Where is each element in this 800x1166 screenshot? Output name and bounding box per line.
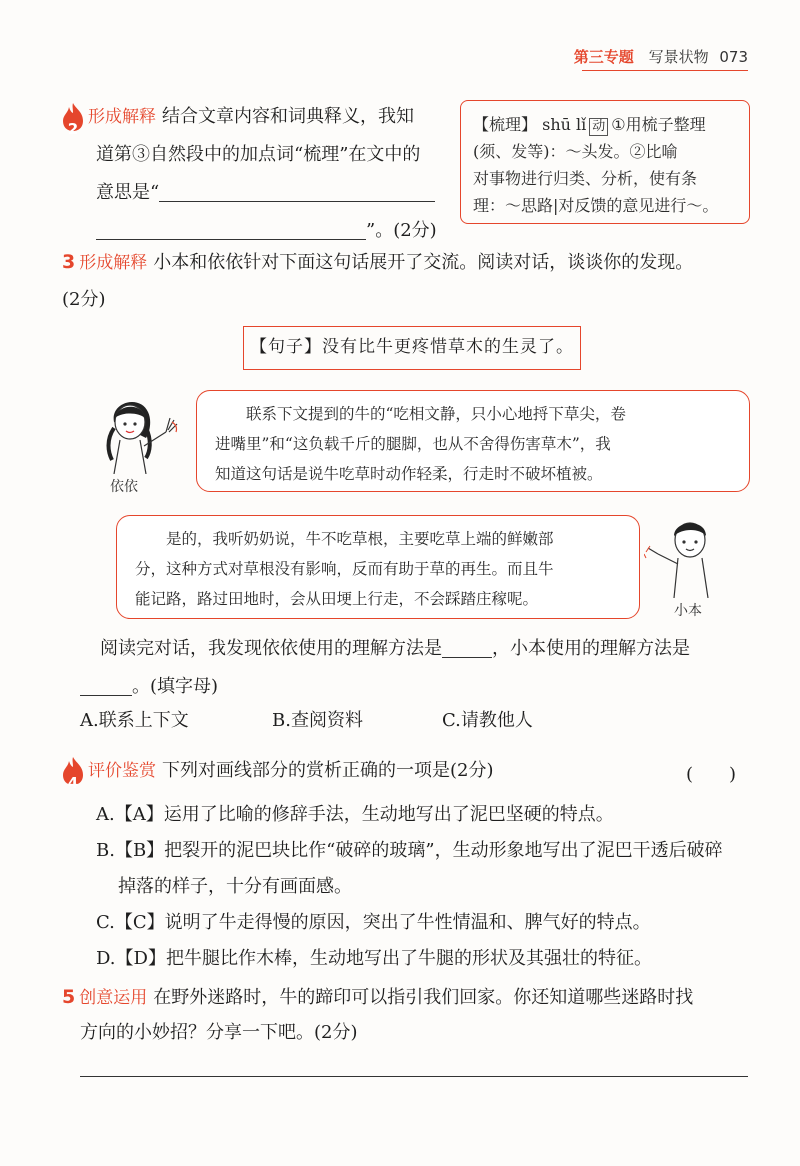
q3-blank-xiaoben[interactable] [80, 673, 132, 696]
q3-text1: 小本和依依针对下面这句话展开了交流。阅读对话，谈谈你的发现。 [153, 252, 694, 273]
xiaoben-name: 小本 [674, 603, 702, 619]
dict-line1 [473, 111, 737, 138]
q4-option-a[interactable]: A.【A】运用了比喻的修辞手法，生动地写出了泥巴坚硬的特点。 [96, 804, 614, 825]
q5-answer-line[interactable] [80, 1076, 748, 1077]
dict-word: 【梳理】 [473, 115, 538, 134]
page-number: 073 [719, 48, 748, 66]
yiyi-line3: 知道这句话是说牛吃草时动作轻柔，行走时不破坏植被。 [215, 465, 603, 483]
q4-stem: 下列对画线部分的赏析正确的一项是(2分) [162, 760, 494, 781]
xiaoben-speech-bubble [116, 515, 640, 619]
dict-def1a: ①用梳子整理 [611, 115, 706, 134]
q5-line1 [62, 978, 762, 1017]
yiyi-line2: 进嘴里”和“这负载千斤的腿脚，也从不舍得伤害草木”，我 [215, 435, 611, 453]
boy-xiaoben-illustration [644, 514, 728, 598]
q3-blank-yiyi[interactable] [442, 635, 492, 658]
q3-line1 [62, 243, 762, 282]
q2-answer-blank-2[interactable] [96, 217, 366, 240]
yiyi-name: 依依 [110, 479, 138, 495]
q2-text1: 结合文章内容和词典释义，我知 [162, 106, 414, 127]
q4-line1 [62, 752, 622, 790]
q3-answer-text-c: 。(填字母) [132, 676, 219, 697]
dict-line4: 理：～思路|对反馈的意见进行～。 [473, 196, 719, 215]
q2-line2: 道第③自然段中的加点词“梳理”在文中的 [96, 144, 421, 165]
q2-answer-blank[interactable] [159, 179, 435, 202]
yiyi-line1: 联系下文提到的牛的“吃相文静，只小心地捋下草尖，卷 [246, 405, 626, 423]
girl-yiyi-illustration [92, 392, 192, 474]
dict-pinyin: shū lǐ [542, 115, 587, 134]
q2-text4: ”。(2分) [366, 220, 437, 241]
q2-label: 形成解释 [88, 107, 156, 127]
dict-pos: 动 [589, 118, 608, 136]
q4-option-c[interactable]: C.【C】说明了牛走得慢的原因，突出了牛性情温和、脾气好的特点。 [96, 912, 651, 933]
q2-line1 [62, 98, 462, 136]
section-title: 写景状物 [648, 48, 709, 66]
q3-answer-line2 [80, 668, 380, 706]
q5-line2: 方向的小妙招？分享一下吧。(2分) [80, 1022, 358, 1043]
section-name: 第三专题 [573, 48, 634, 66]
header-divider [582, 70, 748, 71]
q3-answer-text-a: 阅读完对话，我发现依依使用的理解方法是 [100, 638, 442, 659]
q4-number: 4 [67, 774, 79, 792]
page-header [574, 46, 748, 67]
flame-number-icon [62, 102, 84, 138]
q4-option-d[interactable]: D.【D】把牛腿比作木棒，生动地写出了牛腿的形状及其强壮的特征。 [96, 948, 652, 969]
q3-option-c[interactable]: C.请教他人 [442, 710, 533, 731]
xiaoben-line3: 能记路，路过田地时，会从田埂上行走，不会踩踏庄稼呢。 [135, 590, 539, 608]
q4-answer-paren[interactable]: ( ) [686, 764, 737, 785]
q3-answer-line [100, 630, 760, 668]
q2-text3: 意思是“ [96, 182, 160, 203]
q3-label: 形成解释 [79, 253, 148, 273]
flame-number-icon [62, 756, 84, 792]
q3-option-a[interactable]: A.联系上下文 [80, 710, 189, 731]
dict-line2: (须、发等)：～头发。②比喻 [473, 142, 678, 161]
q3-answer-text-b: ，小本使用的理解方法是 [492, 638, 690, 659]
q5-text1: 在野外迷路时，牛的蹄印可以指引我们回家。你还知道哪些迷路时找 [153, 987, 694, 1008]
q5-label: 创意运用 [79, 988, 148, 1008]
q3-line2: (2分) [62, 289, 106, 310]
sentence-box: 【句子】没有比牛更疼惜草木的生灵了。 [243, 326, 581, 370]
q2-number: 2 [67, 120, 79, 138]
q2-line3 [96, 174, 456, 212]
xiaoben-line1: 是的，我听奶奶说，牛不吃草根，主要吃草上端的鲜嫩部 [166, 530, 554, 548]
q4-label: 评价鉴赏 [88, 761, 156, 781]
q4-option-b-cont: 掉落的样子，十分有画面感。 [118, 876, 352, 897]
q3-option-b[interactable]: B.查阅资料 [272, 710, 363, 731]
yiyi-speech-bubble [196, 390, 750, 492]
dict-line3: 对事物进行归类、分析，使有条 [473, 169, 698, 188]
q4-option-b[interactable]: B.【B】把裂开的泥巴块比作“破碎的玻璃”，生动形象地写出了泥巴干透后破碎 [96, 840, 723, 861]
q3-number: 3 [62, 251, 76, 273]
xiaoben-line2: 分，这种方式对草根没有影响，反而有助于草的再生。而且牛 [135, 560, 554, 578]
q5-number: 5 [62, 986, 76, 1008]
dictionary-box [460, 100, 750, 224]
